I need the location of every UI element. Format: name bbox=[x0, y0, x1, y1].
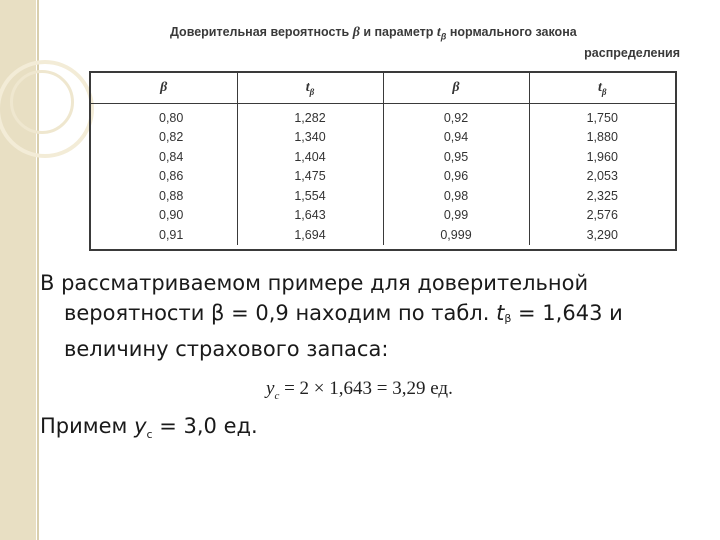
table-cell: 1,880 bbox=[529, 128, 675, 148]
header-beta-1: β bbox=[91, 73, 237, 104]
table-cell: 1,404 bbox=[237, 147, 383, 167]
formula: $y_c = 2 \times 1,643 = 3,29$ ед. bbox=[266, 378, 453, 402]
table-cell: 0,95 bbox=[383, 147, 529, 167]
body-text bbox=[40, 268, 710, 364]
table-cell: 0,82 bbox=[159, 130, 184, 145]
table-row bbox=[91, 147, 675, 167]
table-row bbox=[91, 225, 675, 245]
table-row bbox=[91, 186, 675, 206]
values-table bbox=[89, 71, 677, 251]
table-cell: 1,475 bbox=[237, 167, 383, 187]
table-cell: 1,694 bbox=[237, 225, 383, 245]
table-cell: 0,88 bbox=[159, 188, 184, 203]
table-row bbox=[91, 128, 675, 148]
table-cell: 1,643 bbox=[237, 206, 383, 226]
paragraph-2: Примем $y_c = 3,0$ ед. bbox=[40, 414, 258, 442]
table-cell: 0,96 bbox=[383, 167, 529, 187]
table-row bbox=[91, 167, 675, 187]
paragraph-1: В рассматриваемом примере для доверительной вероятности β = 0,9 находим по табл. $t_\beta = 1,643$ и величину страхового запаса: bbox=[40, 271, 623, 361]
table-cell: 0,91 bbox=[159, 227, 184, 242]
table-cell: 2,576 bbox=[529, 206, 675, 226]
table-cell: 2,325 bbox=[529, 186, 675, 206]
table-cell: 3,290 bbox=[529, 225, 675, 245]
table-cell: 0,90 bbox=[159, 208, 184, 223]
table-header-row bbox=[91, 73, 675, 104]
header-t-2: $t_\beta$ bbox=[529, 73, 675, 104]
table-cell: 0,84 bbox=[159, 149, 184, 164]
table-cell: 0,92 bbox=[383, 108, 529, 128]
table-cell: 2,053 bbox=[529, 167, 675, 187]
table-cell: 1,282 bbox=[237, 108, 383, 128]
table-cell: 1,340 bbox=[237, 128, 383, 148]
table-cell: 0,86 bbox=[159, 169, 184, 184]
table-cell: 1,960 bbox=[529, 147, 675, 167]
header-beta-2: β bbox=[383, 73, 529, 104]
table-cell: 0,999 bbox=[383, 225, 529, 245]
table-cell: 1,750 bbox=[529, 108, 675, 128]
table-title: Доверительная вероятность β и параметр $t_\beta$ нормального закона распределения bbox=[170, 25, 680, 60]
table-cell: 0,94 bbox=[383, 128, 529, 148]
table-cell: 0,80 bbox=[159, 110, 184, 125]
decorative-ring-inner bbox=[10, 70, 74, 134]
table-row bbox=[91, 206, 675, 226]
table-cell: 1,554 bbox=[237, 186, 383, 206]
table-cell: 0,99 bbox=[383, 206, 529, 226]
header-t-1: $t_\beta$ bbox=[237, 73, 383, 104]
table-cell: 0,98 bbox=[383, 186, 529, 206]
table-row bbox=[91, 108, 675, 128]
